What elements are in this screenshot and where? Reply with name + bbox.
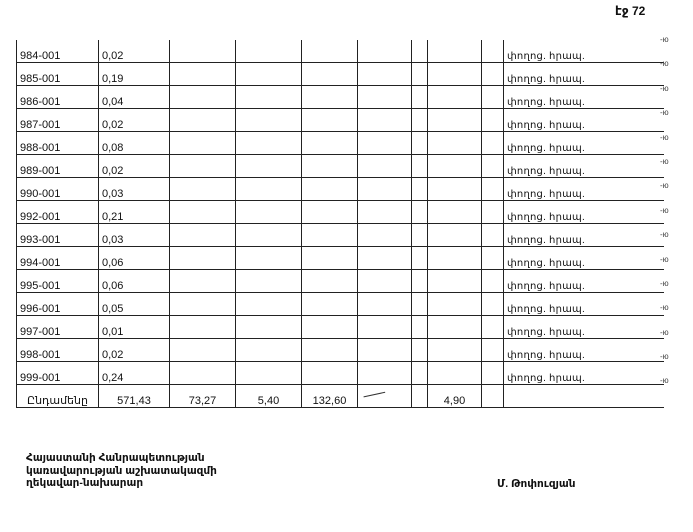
empty-cell — [482, 362, 504, 385]
empty-cell — [236, 270, 302, 293]
empty-cell — [170, 86, 236, 109]
empty-cell — [358, 293, 412, 316]
totals-col3: 5,40 — [236, 385, 302, 408]
land-type: փողոց. հրապ. — [504, 109, 664, 132]
parcel-area: 0,21 — [99, 201, 170, 224]
empty-cell — [482, 178, 504, 201]
totals-col1: 571,43 — [99, 385, 170, 408]
signatory-name: Մ. Թոփուզյան — [497, 478, 576, 490]
empty-cell — [170, 132, 236, 155]
empty-cell — [170, 293, 236, 316]
land-type: փողոց. հրապ. — [504, 132, 664, 155]
empty-cell — [170, 109, 236, 132]
signatory-title — [26, 452, 217, 490]
land-type: փողոց. հրապ. — [504, 86, 664, 109]
margin-mark: -ю — [660, 83, 669, 93]
empty-cell — [358, 40, 412, 63]
empty-cell — [358, 201, 412, 224]
parcel-code: 987-001 — [17, 109, 99, 132]
parcel-area: 0,02 — [99, 155, 170, 178]
table-row — [17, 362, 664, 385]
signatory-title-line3: ղեկավար-նախարար — [26, 477, 144, 489]
empty-cell — [482, 339, 504, 362]
totals-spacer — [412, 385, 428, 408]
table-row — [17, 155, 664, 178]
margin-mark: -ю — [660, 327, 669, 337]
empty-cell — [428, 224, 482, 247]
empty-cell — [412, 270, 428, 293]
margin-mark: -ю — [660, 59, 669, 69]
dash-mark — [364, 392, 387, 403]
margin-mark: -ю — [660, 181, 669, 191]
empty-cell — [428, 86, 482, 109]
empty-cell — [302, 339, 358, 362]
empty-cell — [412, 362, 428, 385]
empty-cell — [170, 155, 236, 178]
empty-cell — [236, 224, 302, 247]
empty-cell — [170, 201, 236, 224]
empty-cell — [358, 224, 412, 247]
margin-mark: -ю — [660, 303, 669, 313]
empty-cell — [302, 132, 358, 155]
margin-mark: -ю — [660, 35, 669, 44]
parcel-area: 0,02 — [99, 339, 170, 362]
parcel-area: 0,05 — [99, 293, 170, 316]
empty-cell — [358, 63, 412, 86]
empty-cell — [428, 293, 482, 316]
parcel-code: 989-001 — [17, 155, 99, 178]
table-row — [17, 339, 664, 362]
empty-cell — [236, 109, 302, 132]
empty-cell — [236, 293, 302, 316]
land-type: փողոց. հրապ. — [504, 270, 664, 293]
empty-cell — [170, 362, 236, 385]
empty-cell — [428, 63, 482, 86]
table-row — [17, 201, 664, 224]
totals-col8 — [504, 385, 664, 408]
parcel-code: 995-001 — [17, 270, 99, 293]
parcel-area: 0,02 — [99, 109, 170, 132]
empty-cell — [302, 63, 358, 86]
empty-cell — [412, 132, 428, 155]
margin-mark: -ю — [660, 376, 669, 386]
land-type: փողոց. հրապ. — [504, 63, 664, 86]
empty-cell — [236, 316, 302, 339]
land-type: փողոց. հրապ. — [504, 201, 664, 224]
empty-cell — [428, 178, 482, 201]
empty-cell — [358, 339, 412, 362]
margin-mark: -ю — [660, 156, 669, 166]
empty-cell — [412, 86, 428, 109]
empty-cell — [236, 339, 302, 362]
parcel-code: 996-001 — [17, 293, 99, 316]
empty-cell — [358, 362, 412, 385]
empty-cell — [428, 155, 482, 178]
land-type: փողոց. հրապ. — [504, 155, 664, 178]
empty-cell — [482, 155, 504, 178]
margin-mark: -ю — [660, 108, 669, 118]
margin-marks — [660, 28, 669, 394]
empty-cell — [428, 201, 482, 224]
empty-cell — [236, 63, 302, 86]
margin-mark: -ю — [660, 132, 669, 142]
empty-cell — [428, 109, 482, 132]
empty-cell — [482, 224, 504, 247]
table-row — [17, 86, 664, 109]
signatory-title-line2: կառավարության աշխատակազմի — [26, 464, 217, 477]
empty-cell — [412, 316, 428, 339]
empty-cell — [482, 316, 504, 339]
empty-cell — [428, 362, 482, 385]
parcel-code: 985-001 — [17, 63, 99, 86]
empty-cell — [236, 86, 302, 109]
empty-cell — [482, 109, 504, 132]
table-row — [17, 63, 664, 86]
parcel-area: 0,06 — [99, 270, 170, 293]
empty-cell — [412, 155, 428, 178]
land-type: փողոց. հրապ. — [504, 40, 664, 63]
empty-cell — [236, 40, 302, 63]
empty-cell — [412, 247, 428, 270]
totals-col4: 132,60 — [302, 385, 358, 408]
land-type: փողոց. հրապ. — [504, 247, 664, 270]
empty-cell — [302, 224, 358, 247]
empty-cell — [302, 270, 358, 293]
empty-cell — [358, 316, 412, 339]
parcel-area: 0,01 — [99, 316, 170, 339]
empty-cell — [302, 40, 358, 63]
parcel-area: 0,19 — [99, 63, 170, 86]
land-type: փողոց. հրապ. — [504, 362, 664, 385]
empty-cell — [236, 201, 302, 224]
empty-cell — [412, 201, 428, 224]
empty-cell — [170, 63, 236, 86]
table-row — [17, 224, 664, 247]
empty-cell — [170, 40, 236, 63]
land-type: փողոց. հրապ. — [504, 224, 664, 247]
empty-cell — [170, 178, 236, 201]
parcel-code: 992-001 — [17, 201, 99, 224]
empty-cell — [170, 316, 236, 339]
land-type: փողոց. հրապ. — [504, 339, 664, 362]
empty-cell — [236, 132, 302, 155]
land-register-table — [16, 40, 664, 408]
empty-cell — [302, 155, 358, 178]
margin-mark: -ю — [660, 278, 669, 288]
totals-label: Ընդամենը — [17, 385, 99, 408]
empty-cell — [358, 247, 412, 270]
table-row — [17, 293, 664, 316]
empty-cell — [302, 201, 358, 224]
empty-cell — [236, 178, 302, 201]
empty-cell — [482, 63, 504, 86]
empty-cell — [302, 86, 358, 109]
parcel-code: 994-001 — [17, 247, 99, 270]
margin-mark: -ю — [660, 205, 669, 215]
empty-cell — [358, 155, 412, 178]
parcel-area: 0,04 — [99, 86, 170, 109]
margin-mark: -ю — [660, 352, 669, 362]
margin-mark: -ю — [660, 254, 669, 264]
empty-cell — [358, 270, 412, 293]
empty-cell — [170, 270, 236, 293]
parcel-code: 984-001 — [17, 40, 99, 63]
empty-cell — [412, 63, 428, 86]
parcel-code: 988-001 — [17, 132, 99, 155]
empty-cell — [482, 201, 504, 224]
totals-col7 — [482, 385, 504, 408]
empty-cell — [482, 270, 504, 293]
parcel-area: 0,06 — [99, 247, 170, 270]
empty-cell — [482, 247, 504, 270]
empty-cell — [302, 293, 358, 316]
land-type: փողոց. հրապ. — [504, 178, 664, 201]
empty-cell — [236, 155, 302, 178]
totals-col2: 73,27 — [170, 385, 236, 408]
empty-cell — [302, 362, 358, 385]
totals-col5 — [358, 385, 412, 408]
ledger-body — [17, 40, 664, 385]
empty-cell — [358, 132, 412, 155]
table-row — [17, 109, 664, 132]
empty-cell — [412, 293, 428, 316]
parcel-code: 997-001 — [17, 316, 99, 339]
empty-cell — [482, 86, 504, 109]
empty-cell — [302, 247, 358, 270]
empty-cell — [428, 270, 482, 293]
table-row — [17, 132, 664, 155]
empty-cell — [170, 224, 236, 247]
empty-cell — [236, 247, 302, 270]
parcel-area: 0,24 — [99, 362, 170, 385]
page-number: էջ 72 — [615, 4, 646, 18]
totals-row — [17, 385, 664, 408]
empty-cell — [428, 40, 482, 63]
signatory-title-line1: Հայաստանի Հանրապետության — [26, 452, 205, 464]
parcel-area: 0,03 — [99, 224, 170, 247]
empty-cell — [428, 247, 482, 270]
totals-col6: 4,90 — [428, 385, 482, 408]
table-row — [17, 247, 664, 270]
empty-cell — [412, 224, 428, 247]
parcel-area: 0,02 — [99, 40, 170, 63]
table-row — [17, 316, 664, 339]
parcel-code: 998-001 — [17, 339, 99, 362]
parcel-area: 0,03 — [99, 178, 170, 201]
empty-cell — [302, 178, 358, 201]
table-row — [17, 40, 664, 63]
parcel-code: 990-001 — [17, 178, 99, 201]
table-row — [17, 178, 664, 201]
empty-cell — [412, 178, 428, 201]
empty-cell — [358, 86, 412, 109]
margin-mark: -ю — [660, 230, 669, 240]
land-type: փողոց. հրապ. — [504, 316, 664, 339]
empty-cell — [428, 316, 482, 339]
parcel-code: 999-001 — [17, 362, 99, 385]
empty-cell — [482, 132, 504, 155]
empty-cell — [428, 132, 482, 155]
empty-cell — [302, 109, 358, 132]
land-type: փողոց. հրապ. — [504, 293, 664, 316]
empty-cell — [170, 247, 236, 270]
parcel-area: 0,08 — [99, 132, 170, 155]
empty-cell — [428, 339, 482, 362]
table-row — [17, 270, 664, 293]
empty-cell — [412, 40, 428, 63]
empty-cell — [302, 316, 358, 339]
parcel-code: 986-001 — [17, 86, 99, 109]
empty-cell — [236, 362, 302, 385]
empty-cell — [482, 293, 504, 316]
empty-cell — [482, 40, 504, 63]
empty-cell — [412, 109, 428, 132]
empty-cell — [358, 178, 412, 201]
empty-cell — [170, 339, 236, 362]
parcel-code: 993-001 — [17, 224, 99, 247]
empty-cell — [412, 339, 428, 362]
empty-cell — [358, 109, 412, 132]
